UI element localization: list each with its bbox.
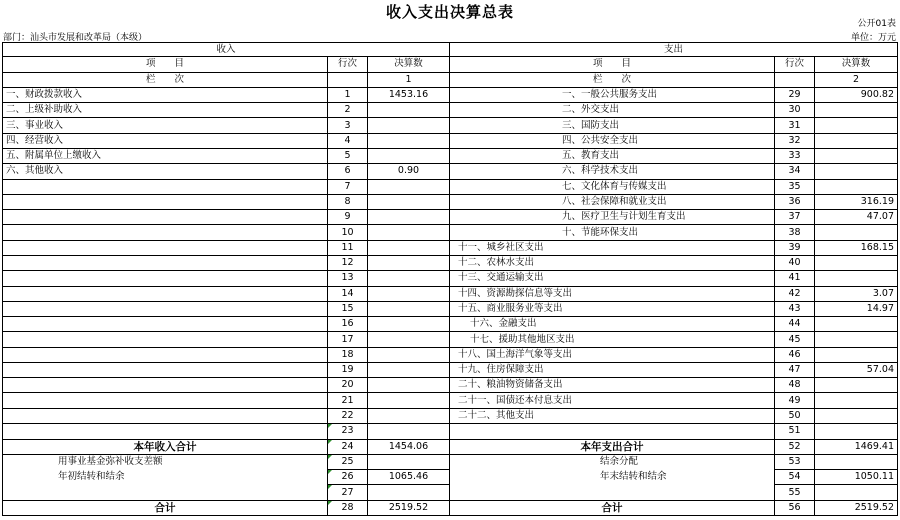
table-row — [3, 393, 898, 408]
income-col-label: 栏 次 — [3, 72, 328, 87]
income-amount — [368, 240, 450, 255]
expense-item-label: 四、公共安全支出 — [450, 133, 775, 148]
expense-amount: 14.97 — [815, 301, 898, 316]
income-row-no: 17 — [328, 332, 368, 347]
income-amount — [368, 424, 450, 440]
income-item-label — [3, 271, 328, 286]
income-row-no: 21 — [328, 393, 368, 408]
expense-col-label: 栏 次 — [450, 72, 775, 87]
year-income-total-no: 24 — [328, 439, 368, 454]
expense-item-label: 十五、商业服务业等支出 — [450, 301, 775, 316]
table-row — [3, 179, 898, 194]
income-item-label — [3, 378, 328, 393]
expense-row-no: 33 — [775, 148, 815, 163]
section-header-row — [3, 43, 898, 57]
income-amount — [368, 210, 450, 225]
income-section-header: 收入 — [3, 43, 450, 57]
expense-row-no: 51 — [775, 424, 815, 440]
grand-total-in-no: 28 — [328, 500, 368, 515]
income-amount — [368, 133, 450, 148]
income-row-no: 11 — [328, 240, 368, 255]
income-item-label — [3, 424, 328, 440]
page-title: 收入支出决算总表 — [385, 3, 514, 21]
year-expense-total-no: 52 — [775, 439, 815, 454]
expense-item-label: 十八、国土海洋气象等支出 — [450, 347, 775, 362]
expense-row-no: 37 — [775, 210, 815, 225]
expense-amount — [815, 378, 898, 393]
row55-amount — [815, 485, 898, 500]
expense-item-label: 二十二、其他支出 — [450, 408, 775, 423]
table-row — [3, 317, 898, 332]
table-body — [3, 43, 898, 440]
income-item-label — [3, 317, 328, 332]
expense-section-header: 支出 — [450, 43, 898, 57]
column-header-row — [3, 57, 898, 72]
expense-amount: 57.04 — [815, 362, 898, 377]
table-row — [3, 225, 898, 240]
income-row-no: 13 — [328, 271, 368, 286]
table-row — [3, 301, 898, 316]
expense-amount — [815, 424, 898, 440]
income-item-label — [3, 408, 328, 423]
expense-item-label: 十七、援助其他地区支出 — [450, 332, 775, 347]
year-total-row — [3, 439, 898, 454]
income-item-label — [3, 332, 328, 347]
year-expense-total-amount: 1469.41 — [815, 439, 898, 454]
income-item-label — [3, 179, 328, 194]
income-item-label — [3, 393, 328, 408]
expense-amount — [815, 332, 898, 347]
income-row-no: 18 — [328, 347, 368, 362]
carry-out-label: 年末结转和结余 — [450, 470, 775, 485]
year-expense-total-label: 本年支出合计 — [450, 439, 775, 454]
income-item-label — [3, 225, 328, 240]
income-amount — [368, 271, 450, 286]
income-row-no: 14 — [328, 286, 368, 301]
spacer-ex-label — [450, 485, 775, 500]
expense-amount — [815, 179, 898, 194]
income-row-no: 5 — [328, 148, 368, 163]
income-item-label — [3, 347, 328, 362]
table-row — [3, 255, 898, 270]
use-fund-amount — [368, 454, 450, 469]
expense-amount — [815, 164, 898, 179]
income-amount-header: 决算数 — [368, 57, 450, 72]
income-row-no: 23 — [328, 424, 368, 440]
income-amount — [368, 317, 450, 332]
expense-row-no: 43 — [775, 301, 815, 316]
income-row-no: 1 — [328, 87, 368, 102]
expense-row-no: 49 — [775, 393, 815, 408]
income-row-no: 7 — [328, 179, 368, 194]
table-row — [3, 347, 898, 362]
grand-total-ex-amount: 2519.52 — [815, 500, 898, 515]
expense-row-no-header: 行次 — [775, 57, 815, 72]
expense-row-no: 40 — [775, 255, 815, 270]
expense-amount — [815, 347, 898, 362]
income-row-no: 12 — [328, 255, 368, 270]
income-item-label — [3, 194, 328, 209]
expense-amount: 900.82 — [815, 87, 898, 102]
expense-item-label: 二十、粮油物资储备支出 — [450, 378, 775, 393]
income-row-no: 3 — [328, 118, 368, 133]
expense-row-no: 35 — [775, 179, 815, 194]
table-row — [3, 240, 898, 255]
expense-row-no: 46 — [775, 347, 815, 362]
table-row — [3, 378, 898, 393]
income-amount — [368, 301, 450, 316]
expense-amount — [815, 393, 898, 408]
grand-total-ex-no: 56 — [775, 500, 815, 515]
expense-item-label: 二十一、国债还本付息支出 — [450, 393, 775, 408]
fund-row — [3, 454, 898, 469]
expense-item-label: 十四、资源勘探信息等支出 — [450, 286, 775, 301]
income-item-label — [3, 255, 328, 270]
carry-row — [3, 470, 898, 485]
expense-row-no: 38 — [775, 225, 815, 240]
table-row — [3, 332, 898, 347]
table-row — [3, 424, 898, 440]
expense-amount — [815, 255, 898, 270]
income-col-index: 1 — [368, 72, 450, 87]
grand-total-ex-label: 合计 — [450, 500, 775, 515]
carry-out-amount: 1050.11 — [815, 470, 898, 485]
expense-row-no: 31 — [775, 118, 815, 133]
income-item-label — [3, 286, 328, 301]
income-item-label — [3, 362, 328, 377]
table-row — [3, 87, 898, 102]
income-amount — [368, 332, 450, 347]
unit-label: 单位：万元 — [850, 33, 896, 43]
expense-col-index-blank — [775, 72, 815, 87]
carry-in-amount: 1065.46 — [368, 470, 450, 485]
expense-item-label — [450, 424, 775, 440]
expense-amount — [815, 118, 898, 133]
income-item-label: 四、经营收入 — [3, 133, 328, 148]
table-row — [3, 286, 898, 301]
income-amount — [368, 393, 450, 408]
expense-item-label: 八、社会保障和就业支出 — [450, 194, 775, 209]
surplus-amount — [815, 454, 898, 469]
budget-table — [2, 42, 898, 516]
carry-in-label: 年初结转和结余 — [3, 470, 328, 485]
income-amount — [368, 194, 450, 209]
income-amount — [368, 148, 450, 163]
expense-item-label: 十九、住房保障支出 — [450, 362, 775, 377]
expense-row-no: 48 — [775, 378, 815, 393]
income-amount — [368, 408, 450, 423]
expense-row-no: 45 — [775, 332, 815, 347]
income-amount: 0.90 — [368, 164, 450, 179]
expense-row-no: 34 — [775, 164, 815, 179]
income-col-index-blank — [328, 72, 368, 87]
income-amount: 1453.16 — [368, 87, 450, 102]
income-amount — [368, 347, 450, 362]
income-item-label: 二、上级补助收入 — [3, 103, 328, 118]
expense-item-label: 六、科学技术支出 — [450, 164, 775, 179]
expense-item-label: 十三、交通运输支出 — [450, 271, 775, 286]
form-number: 公开01表 — [857, 19, 896, 29]
table-row — [3, 103, 898, 118]
income-amount — [368, 378, 450, 393]
grand-total-row — [3, 500, 898, 515]
expense-amount-header: 决算数 — [815, 57, 898, 72]
expense-amount — [815, 148, 898, 163]
use-fund-label: 用事业基金弥补收支差额 — [3, 454, 328, 469]
expense-item-label: 十一、城乡社区支出 — [450, 240, 775, 255]
row55-no: 55 — [775, 485, 815, 500]
grand-total-in-label: 合计 — [3, 500, 328, 515]
table-row — [3, 164, 898, 179]
expense-row-no: 29 — [775, 87, 815, 102]
income-row-no: 9 — [328, 210, 368, 225]
expense-row-no: 39 — [775, 240, 815, 255]
expense-item-label: 一、一般公共服务支出 — [450, 87, 775, 102]
table-row — [3, 194, 898, 209]
income-item-label: 一、财政拨款收入 — [3, 87, 328, 102]
table-row — [3, 210, 898, 225]
income-amount — [368, 286, 450, 301]
expense-item-header: 项 目 — [450, 57, 775, 72]
expense-amount — [815, 133, 898, 148]
expense-amount: 168.15 — [815, 240, 898, 255]
income-row-no: 2 — [328, 103, 368, 118]
row27-no: 27 — [328, 485, 368, 500]
income-amount — [368, 118, 450, 133]
expense-amount: 47.07 — [815, 210, 898, 225]
expense-item-label: 五、教育支出 — [450, 148, 775, 163]
income-item-label — [3, 210, 328, 225]
department-label: 部门：汕头市发展和改革局（本级） — [3, 33, 148, 43]
expense-row-no: 32 — [775, 133, 815, 148]
table-footer — [3, 439, 898, 515]
expense-amount — [815, 408, 898, 423]
income-item-label: 五、附属单位上缴收入 — [3, 148, 328, 163]
income-item-label — [3, 240, 328, 255]
expense-row-no: 41 — [775, 271, 815, 286]
expense-amount — [815, 271, 898, 286]
year-income-total-amount: 1454.06 — [368, 439, 450, 454]
income-row-no: 22 — [328, 408, 368, 423]
table-row — [3, 408, 898, 423]
surplus-label: 结余分配 — [450, 454, 775, 469]
income-row-no: 16 — [328, 317, 368, 332]
income-item-header: 项 目 — [3, 57, 328, 72]
income-row-no: 20 — [328, 378, 368, 393]
expense-amount — [815, 317, 898, 332]
carry-out-no: 54 — [775, 470, 815, 485]
expense-item-label: 九、医疗卫生与计划生育支出 — [450, 210, 775, 225]
income-row-no: 4 — [328, 133, 368, 148]
income-amount — [368, 225, 450, 240]
table-row — [3, 362, 898, 377]
income-amount — [368, 103, 450, 118]
income-amount — [368, 179, 450, 194]
table-row — [3, 148, 898, 163]
expense-item-label: 二、外交支出 — [450, 103, 775, 118]
expense-col-index: 2 — [815, 72, 898, 87]
grand-total-in-amount: 2519.52 — [368, 500, 450, 515]
row27-amount — [368, 485, 450, 500]
income-item-label — [3, 301, 328, 316]
expense-item-label: 十六、金融支出 — [450, 317, 775, 332]
income-item-label: 三、事业收入 — [3, 118, 328, 133]
use-fund-no: 25 — [328, 454, 368, 469]
income-row-no: 10 — [328, 225, 368, 240]
table-row — [3, 133, 898, 148]
expense-row-no: 36 — [775, 194, 815, 209]
expense-amount: 316.19 — [815, 194, 898, 209]
expense-row-no: 30 — [775, 103, 815, 118]
income-row-no: 6 — [328, 164, 368, 179]
year-income-total-label: 本年收入合计 — [3, 439, 328, 454]
carry-in-no: 26 — [328, 470, 368, 485]
income-row-no: 15 — [328, 301, 368, 316]
income-row-no: 19 — [328, 362, 368, 377]
income-row-no-header: 行次 — [328, 57, 368, 72]
income-amount — [368, 362, 450, 377]
expense-row-no: 44 — [775, 317, 815, 332]
expense-item-label: 三、国防支出 — [450, 118, 775, 133]
expense-amount: 3.07 — [815, 286, 898, 301]
column-index-row — [3, 72, 898, 87]
expense-item-label: 十二、农林水支出 — [450, 255, 775, 270]
spacer-row — [3, 485, 898, 500]
table-row — [3, 118, 898, 133]
expense-row-no: 50 — [775, 408, 815, 423]
spacer-label — [3, 485, 328, 500]
expense-item-label: 十、节能环保支出 — [450, 225, 775, 240]
expense-amount — [815, 225, 898, 240]
expense-amount — [815, 103, 898, 118]
surplus-no: 53 — [775, 454, 815, 469]
income-item-label: 六、其他收入 — [3, 164, 328, 179]
table-row — [3, 271, 898, 286]
expense-row-no: 47 — [775, 362, 815, 377]
expense-row-no: 42 — [775, 286, 815, 301]
expense-item-label: 七、文化体育与传媒支出 — [450, 179, 775, 194]
income-amount — [368, 255, 450, 270]
income-row-no: 8 — [328, 194, 368, 209]
